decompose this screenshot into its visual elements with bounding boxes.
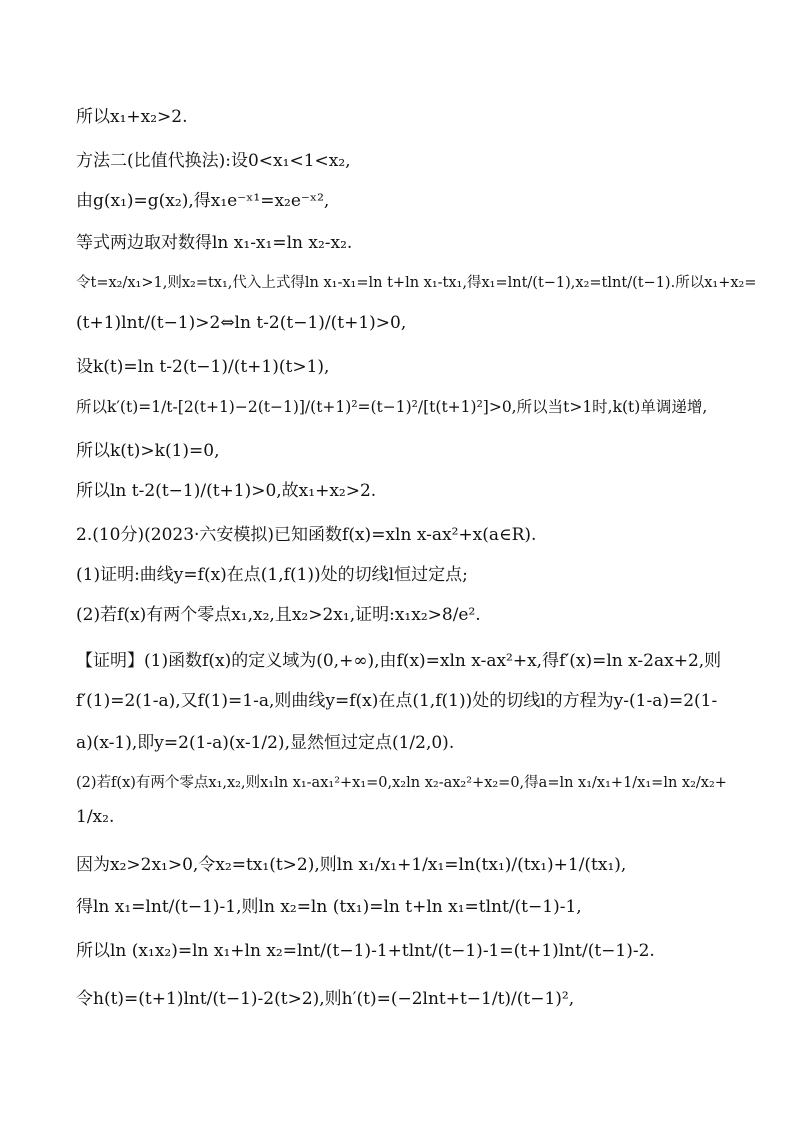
problem-statement: 2.(10分)(2023·六安模拟)已知函数f(x)=xln x-ax²+x(a∈R). <box>76 525 537 545</box>
text-line: 所以k(t)>k(1)=0, <box>76 441 220 461</box>
text-line: 所以k′(t)=1/t-[2(t+1)−2(t−1)]/(t+1)²=(t−1)²/[t(t+1)²]>0,所以当t>1时,k(t)单调递增, <box>76 398 708 416</box>
proof-line: 1/x₂. <box>76 807 115 827</box>
problem-part-2: (2)若f(x)有两个零点x₁,x₂,且x₂>2x₁,证明:x₁x₂>8/e². <box>76 605 481 625</box>
proof-line: f′(1)=2(1-a),又f(1)=1-a,则曲线y=f(x)在点(1,f(1))处的切线l的方程为y-(1-a)=2(1- <box>76 691 718 711</box>
proof-line: 所以ln (x₁x₂)=ln x₁+ln x₂=lnt/(t−1)-1+tlnt/(t−1)-1=(t+1)lnt/(t−1)-2. <box>76 941 655 961</box>
text-line: 设k(t)=ln t-2(t−1)/(t+1)(t>1), <box>76 357 330 377</box>
text-line: 方法二(比值代换法):设0<x₁<1<x₂, <box>76 151 351 171</box>
proof-line: 得ln x₁=lnt/(t−1)-1,则ln x₂=ln (tx₁)=ln t+ln x₁=tlnt/(t−1)-1, <box>76 897 582 917</box>
proof-line: a)(x-1),即y=2(1-a)(x-1/2),显然恒过定点(1/2,0). <box>76 733 455 753</box>
text-line: 所以ln t-2(t−1)/(t+1)>0,故x₁+x₂>2. <box>76 481 377 501</box>
problem-part-1: (1)证明:曲线y=f(x)在点(1,f(1))处的切线l恒过定点; <box>76 565 468 585</box>
text-line: (t+1)lnt/(t−1)>2⇔ln t-2(t−1)/(t+1)>0, <box>76 313 407 333</box>
proof-line: 【证明】(1)函数f(x)的定义域为(0,+∞),由f(x)=xln x-ax²+x,得f′(x)=ln x-2ax+2,则 <box>76 651 722 671</box>
text-line: 由g(x₁)=g(x₂),得x₁e⁻ˣ¹=x₂e⁻ˣ², <box>76 191 330 211</box>
proof-line: (2)若f(x)有两个零点x₁,x₂,则x₁ln x₁-ax₁²+x₁=0,x₂ln x₂-ax₂²+x₂=0,得a=ln x₁/x₁+1/x₁=ln x₂/x₂+ <box>76 775 727 791</box>
proof-line: 令h(t)=(t+1)lnt/(t−1)-2(t>2),则h′(t)=(−2lnt+t−1/t)/(t−1)², <box>76 989 575 1009</box>
text-line: 等式两边取对数得ln x₁-x₁=ln x₂-x₂. <box>76 233 353 253</box>
text-line: 所以x₁+x₂>2. <box>76 107 188 127</box>
proof-line: 因为x₂>2x₁>0,令x₂=tx₁(t>2),则ln x₁/x₁+1/x₁=ln(tx₁)/(tx₁)+1/(tx₁), <box>76 855 627 875</box>
text-line: 令t=x₂/x₁>1,则x₂=tx₁,代入上式得ln x₁-x₁=ln t+ln x₁-tx₁,得x₁=lnt/(t−1),x₂=tlnt/(t−1).所以x₁+x₂= <box>76 275 757 291</box>
